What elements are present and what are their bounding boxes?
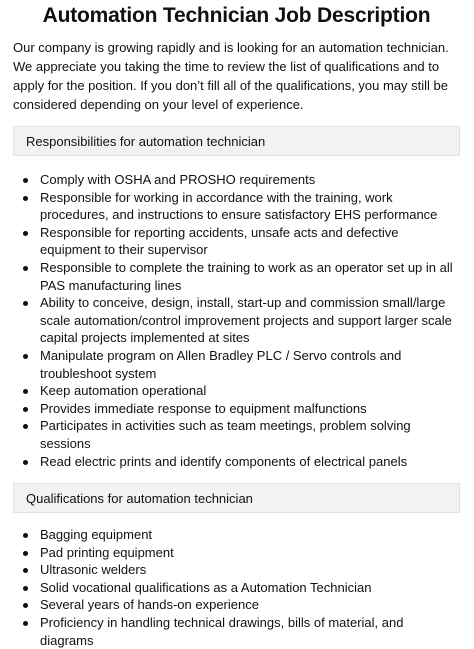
qualifications-list [13, 526, 460, 649]
list-item: Keep automation operational [13, 382, 460, 400]
list-item: Ultrasonic welders [13, 561, 460, 579]
list-item: Several years of hands-on experience [13, 596, 460, 614]
list-item: Provides immediate response to equipment malfunctions [13, 400, 460, 418]
list-item: Proficiency in handling technical drawings, bills of material, and diagrams [13, 614, 460, 649]
page-title: Automation Technician Job Description [42, 4, 431, 27]
qualifications-heading: Qualifications for automation technician [26, 490, 253, 506]
list-item: Comply with OSHA and PROSHO requirements [13, 171, 460, 189]
list-item: Bagging equipment [13, 526, 460, 544]
responsibilities-list [13, 171, 460, 470]
intro-paragraph: Our company is growing rapidly and is looking for an automation technician. We appreciate you taking the time to review the list of qualifications and to apply for the position. If you don’t fill all of the qualifications, you may still be considered depending on your level of experience. [13, 40, 449, 112]
list-item: Participates in activities such as team meetings, problem solving sessions [13, 417, 460, 452]
job-description-page [0, 1, 474, 648]
list-item: Responsible for reporting accidents, unsafe acts and defective equipment to their supervisor [13, 224, 460, 259]
list-item: Manipulate program on Allen Bradley PLC / Servo controls and troubleshoot system [13, 347, 460, 382]
list-item: Read electric prints and identify components of electrical panels [13, 453, 460, 471]
list-item: Solid vocational qualifications as a Automation Technician [13, 579, 460, 597]
list-item: Ability to conceive, design, install, start-up and commission small/large scale automation/control improvement projects and support larger scale capital projects implemented at sites [13, 294, 460, 347]
responsibilities-heading: Responsibilities for automation technician [26, 133, 266, 149]
responsibilities-section-header [13, 126, 460, 156]
list-item: Pad printing equipment [13, 544, 460, 562]
list-item: Responsible to complete the training to work as an operator set up in all PAS manufacturing lines [13, 259, 460, 294]
qualifications-section-header [13, 483, 460, 513]
list-item: Responsible for working in accordance with the training, work procedures, and instructions to ensure satisfactory EHS performance [13, 189, 460, 224]
